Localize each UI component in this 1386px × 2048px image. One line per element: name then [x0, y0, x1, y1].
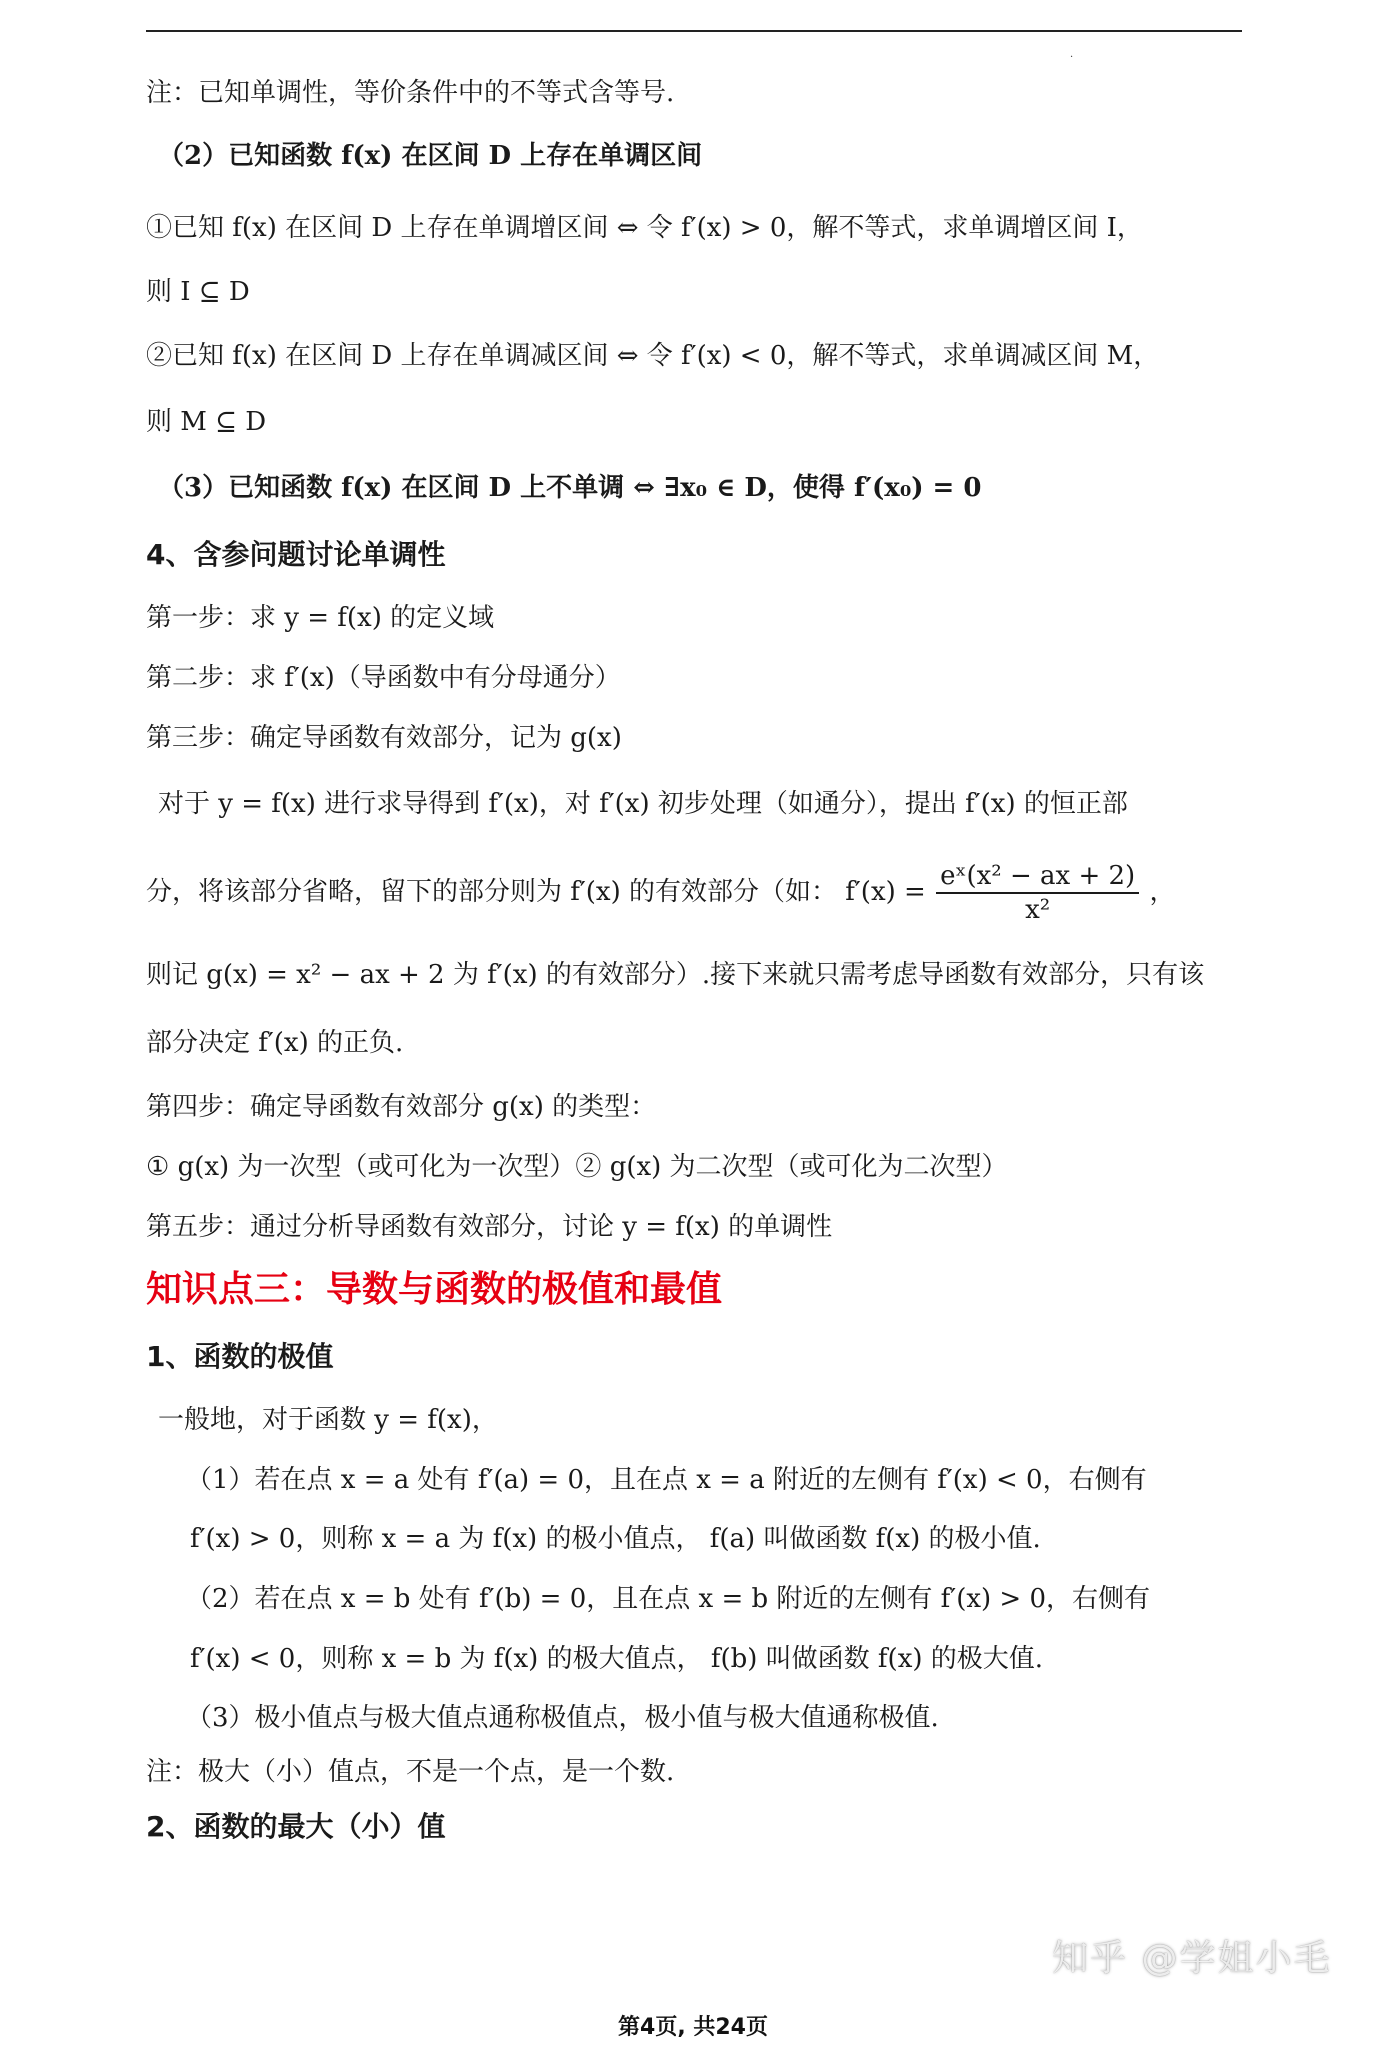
item-increase-line2: 则 I ⊆ D: [146, 277, 250, 307]
step-3: 第三步：确定导函数有效部分，记为 g(x): [146, 723, 622, 753]
general-statement: 一般地，对于函数 y = f(x)，: [158, 1405, 498, 1435]
zhihu-watermark: 知乎 @学姐小毛: [1052, 1938, 1332, 1979]
top-rule: [146, 30, 1242, 32]
case-2-line1: （2）若在点 x = b 处有 f′(b) = 0，且在点 x = b 附近的左侧有 f′(x) > 0，右侧有: [186, 1584, 1151, 1614]
case-2-line2: f′(x) < 0，则称 x = b 为 f(x) 的极大值点， f(b) 叫做函数 f(x) 的极大值.: [190, 1644, 1044, 1674]
section-4-heading: 4、含参问题讨论单调性: [146, 538, 446, 571]
case-1-line2: f′(x) > 0，则称 x = a 为 f(x) 的极小值点， f(a) 叫做函数 f(x) 的极小值.: [190, 1524, 1041, 1554]
step-5: 第五步：通过分析导函数有效部分，讨论 y = f(x) 的单调性: [146, 1212, 833, 1242]
case-1-line1: （1）若在点 x = a 处有 f′(a) = 0，且在点 x = a 附近的左侧有 f′(x) < 0，右侧有: [186, 1465, 1147, 1495]
note-monotonic: 注：已知单调性，等价条件中的不等式含等号.: [146, 78, 675, 108]
subheading-3: （3）已知函数 f(x) 在区间 D 上不单调 ⇔ ∃x₀ ∈ D，使得 f′(x₀) = 0: [158, 473, 982, 503]
item-increase-line1: ①已知 f(x) 在区间 D 上存在单调增区间 ⇔ 令 f′(x) > 0，解不等式，求单调增区间 I，: [146, 213, 1143, 243]
section-2-heading: 2、函数的最大（小）值: [146, 1810, 446, 1843]
step-1: 第一步：求 y = f(x) 的定义域: [146, 603, 495, 633]
knowledge-point-3-heading: 知识点三：导数与函数的极值和最值: [146, 1269, 723, 1310]
item-decrease-line2: 则 M ⊆ D: [146, 407, 267, 437]
paragraph-line3: 则记 g(x) = x² − ax + 2 为 f′(x) 的有效部分）.接下来就只需考虑导函数有效部分，只有该: [146, 960, 1205, 990]
fraction-denominator: x²: [1025, 895, 1051, 925]
step-4: 第四步：确定导函数有效部分 g(x) 的类型：: [146, 1092, 657, 1122]
stray-dot: ·: [1070, 52, 1074, 63]
page-footer: 第4页, 共24页: [618, 2015, 768, 2040]
note-extremum: 注：极大（小）值点，不是一个点，是一个数.: [146, 1757, 675, 1787]
subheading-2: （2）已知函数 f(x) 在区间 D 上存在单调区间: [158, 141, 703, 171]
paragraph-line2-text: 分，将该部分省略，留下的部分则为 f′(x) 的有效部分（如： f′(x) =: [146, 877, 926, 907]
fraction-example: [936, 860, 1139, 926]
step-2: 第二步：求 f′(x)（导函数中有分母通分）: [146, 663, 621, 693]
fraction-numerator: eˣ(x² − ax + 2): [936, 860, 1139, 894]
step-4-types: ① g(x) 为一次型（或可化为一次型）② g(x) 为二次型（或可化为二次型）: [146, 1152, 1008, 1182]
case-3: （3）极小值点与极大值点通称极值点，极小值与极大值通称极值.: [186, 1703, 939, 1733]
item-decrease-line1: ②已知 f(x) 在区间 D 上存在单调减区间 ⇔ 令 f′(x) < 0，解不等式，求单调减区间 M，: [146, 341, 1160, 371]
paragraph-line2-tail: ，: [1149, 877, 1176, 907]
paragraph-line2: [146, 860, 1175, 926]
section-1-heading: 1、函数的极值: [146, 1340, 334, 1373]
paragraph-line1: 对于 y = f(x) 进行求导得到 f′(x)，对 f′(x) 初步处理（如通分），提出 f′(x) 的恒正部: [158, 789, 1128, 819]
paragraph-line4: 部分决定 f′(x) 的正负.: [146, 1028, 404, 1058]
